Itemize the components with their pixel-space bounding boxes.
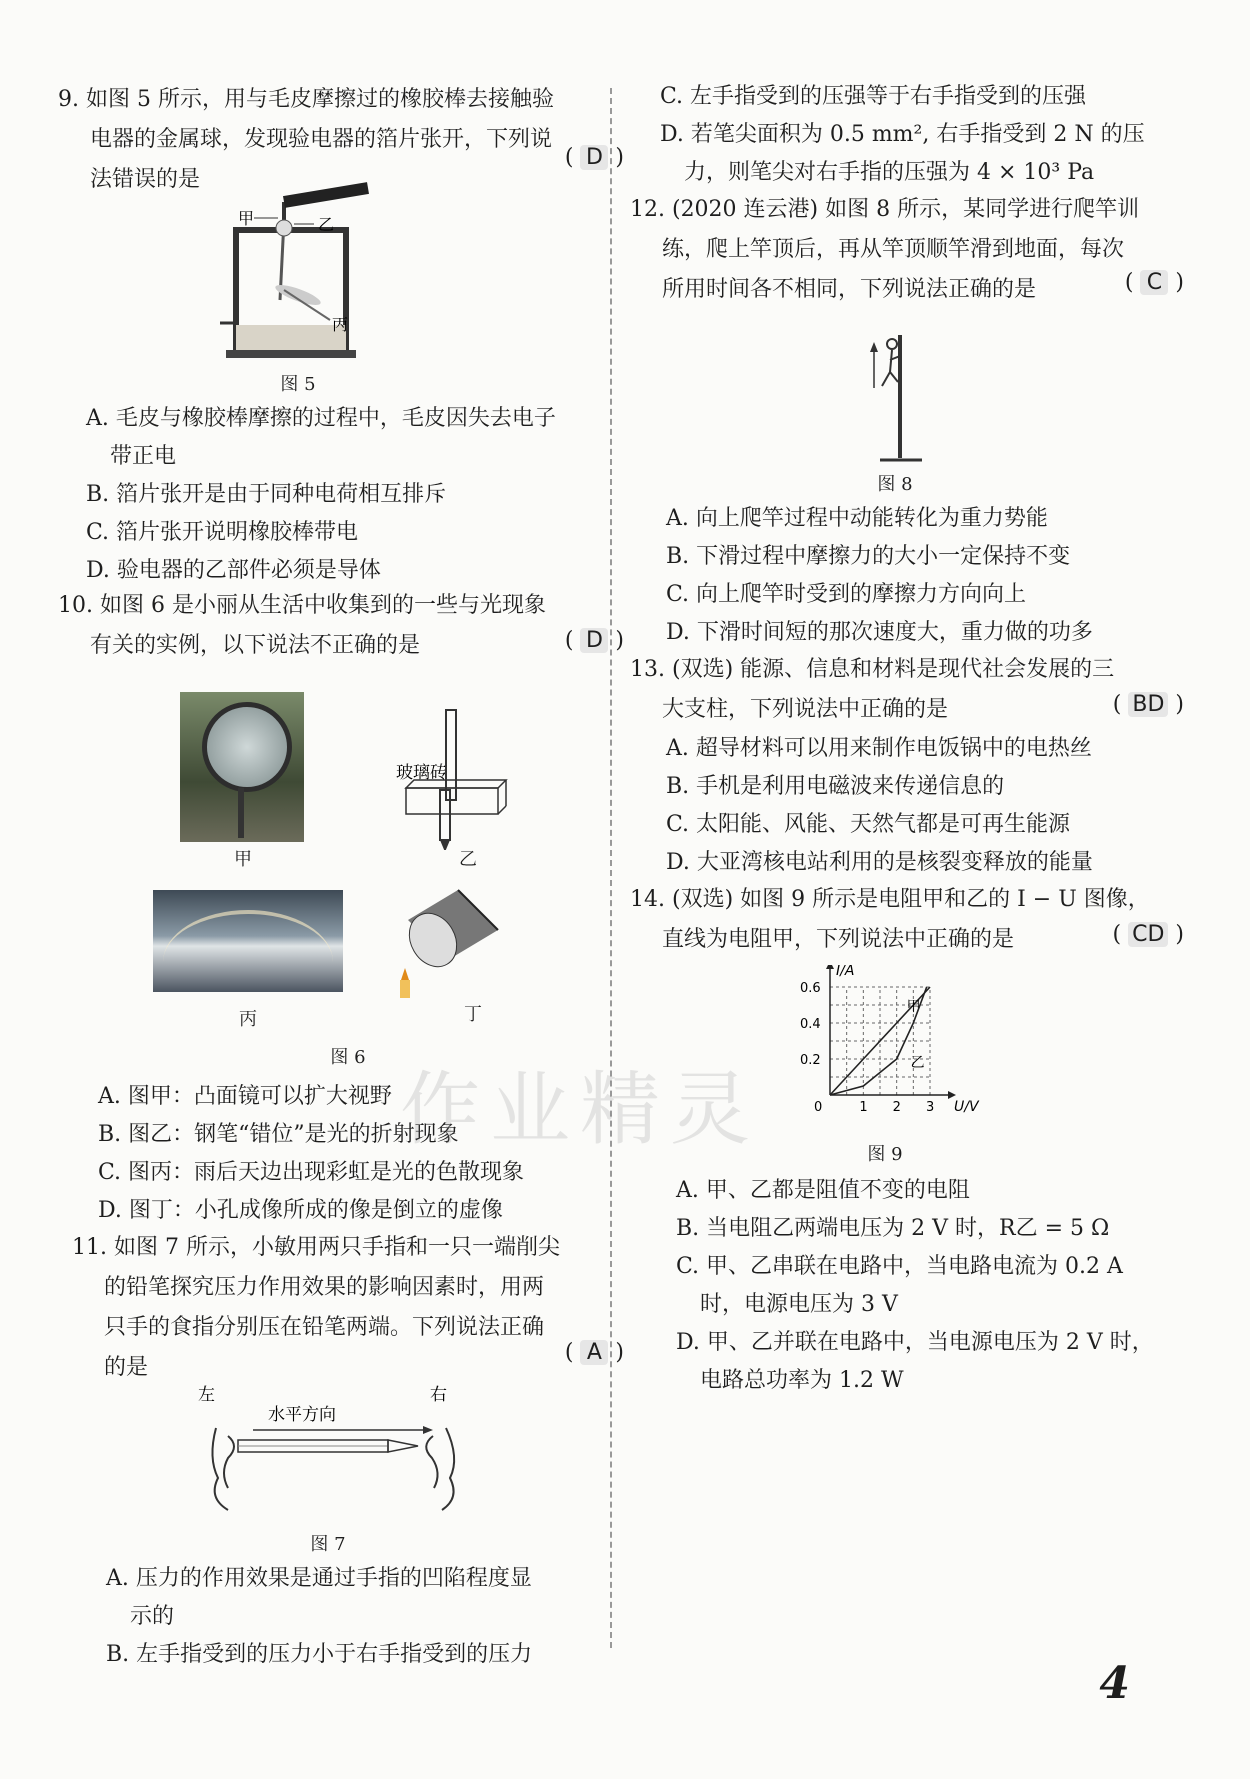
figure-5-electroscope: [218, 180, 478, 370]
x-tick-label: 0: [814, 1100, 823, 1115]
q12-option-a: A. 向上爬竿过程中动能转化为重力势能: [666, 506, 1048, 531]
q10-stem-line2: 有关的实例，以下说法不正确的是: [90, 633, 421, 658]
q11-option-b: B. 左手指受到的压力小于右手指受到的压力: [106, 1642, 533, 1667]
q14-answer: ( CD ): [1112, 922, 1184, 947]
q11-stem-line2: 的铅笔探究压力作用效果的影响因素时，用两: [104, 1275, 545, 1300]
q13-option-a: A. 超导材料可以用来制作电饭锅中的电热丝: [666, 736, 1092, 761]
x-tick-label: 2: [892, 1100, 901, 1115]
q11-answer-value: A: [580, 1340, 608, 1365]
q11-answer: ( A ): [564, 1340, 624, 1365]
q10-option-a: A. 图甲：凸面镜可以扩大视野: [98, 1084, 392, 1109]
question-10: [58, 586, 618, 666]
q14-option-d: D. 甲、乙并联在电路中，当电源电压为 2 V 时，: [676, 1330, 1154, 1355]
series-label-2: 乙: [910, 1055, 925, 1071]
y-tick-label: 0.4: [800, 1017, 821, 1032]
fig6-label-bing: 丙: [239, 1009, 257, 1030]
watermark: 作业精灵: [400, 1063, 760, 1156]
convex-mirror-icon: [202, 702, 292, 792]
q13-option-b: B. 手机是利用电磁波来传递信息的: [666, 774, 1005, 799]
q11-option-d: D. 若笔尖面积为 0.5 mm², 右手指受到 2 N 的压: [660, 122, 1145, 147]
q11-option-c: C. 左手指受到的压强等于右手指受到的压强: [660, 84, 1087, 109]
fig5-label-jia: 甲: [238, 209, 255, 228]
y-axis-arrow: [826, 965, 834, 969]
q13-answer-value: BD: [1128, 692, 1168, 717]
q10-option-b: B. 图乙：钢笔“错位”是光的折射现象: [98, 1122, 459, 1147]
q14-stem-line1: 14. (双选) 如图 9 所示是电阻甲和乙的 I − U 图像，: [630, 887, 1150, 912]
question-11: [72, 1228, 618, 1388]
figure-7-pencil-fingers: [198, 1378, 528, 1518]
q14-stem-line2: 直线为电阻甲，下列说法中正确的是: [662, 927, 1015, 952]
q12-stem-line3: 所用时间各不相同，下列说法正确的是: [662, 277, 1037, 302]
figure-8-caption: 图 8: [877, 474, 913, 495]
q14-option-b: B. 当电阻乙两端电压为 2 V 时，R乙 = 5 Ω: [676, 1216, 1110, 1241]
figure-6-yi-glass-pen: [378, 700, 558, 850]
q11-option-d-cont: 力，则笔尖对右手指的压强为 4 × 10³ Pa: [684, 160, 1095, 185]
column-divider: [610, 88, 612, 1648]
q10-answer: ( D ): [564, 628, 624, 653]
q14-option-a: A. 甲、乙都是阻值不变的电阻: [676, 1178, 970, 1203]
figure-7-caption: 图 7: [310, 1534, 346, 1555]
q14-option-c: C. 甲、乙串联在电路中，当电路电流为 0.2 A: [676, 1254, 1123, 1279]
q9-option-c: C. 箔片张开说明橡胶棒带电: [86, 520, 359, 545]
q11-stem-line1: 11. 如图 7 所示，小敏用两只手指和一只一端削尖: [72, 1235, 560, 1260]
q12-option-d: D. 下滑时间短的那次速度大，重力做的功多: [666, 620, 1093, 645]
q9-stem-line1: 9. 如图 5 所示，用与毛皮摩擦过的橡胶棒去接触验: [58, 87, 554, 112]
fig5-label-yi: 乙: [318, 215, 335, 234]
x-tick-label: 3: [926, 1100, 935, 1115]
q12-stem-line1: 12. (2020 连云港) 如图 8 所示，某同学进行爬竿训: [630, 197, 1140, 222]
q13-stem-line1: 13. (双选) 能源、信息和材料是现代社会发展的三: [630, 657, 1115, 682]
figure-5-caption: 图 5: [280, 374, 316, 395]
q11-stem-line4: 的是: [104, 1355, 149, 1380]
figure-9-caption: 图 9: [867, 1144, 903, 1165]
x-tick-label: 1: [859, 1100, 868, 1115]
question-14: [630, 880, 1190, 960]
figure-6-bing-rainbow-photo: [153, 890, 343, 992]
q13-option-c: C. 太阳能、风能、天然气都是可再生能源: [666, 812, 1071, 837]
question-13: [630, 650, 1190, 730]
y-tick-label: 0.6: [800, 981, 821, 996]
q9-stem-line3: 法错误的是: [90, 167, 201, 192]
fig7-label-direction: 水平方向: [268, 1405, 336, 1425]
q12-answer-value: C: [1140, 270, 1168, 295]
q11-option-a-cont: 示的: [130, 1604, 175, 1629]
q14-answer-value: CD: [1128, 922, 1168, 947]
figure-8-pole-climber: [860, 330, 940, 470]
y-axis-label: I/A: [836, 965, 855, 979]
x-axis-label: U/V: [954, 1099, 979, 1115]
q9-answer-value: D: [580, 145, 608, 170]
figure-9-iu-chart: [790, 965, 980, 1125]
q9-option-d: D. 验电器的乙部件必须是导体: [86, 558, 381, 583]
q9-option-b: B. 箔片张开是由于同种电荷相互排斥: [86, 482, 447, 507]
fig5-label-bing: 丙: [332, 315, 349, 334]
x-axis-arrow: [948, 1091, 956, 1099]
q12-answer: ( C ): [1124, 270, 1184, 295]
q13-stem-line2: 大支柱，下列说法中正确的是: [662, 697, 949, 722]
q10-option-c: C. 图丙：雨后天边出现彩虹是光的色散现象: [98, 1160, 525, 1185]
page-number: 4: [1099, 1658, 1130, 1709]
fig6-label-jia: 甲: [234, 849, 252, 870]
question-12: [630, 190, 1190, 310]
q12-option-c: C. 向上爬竿时受到的摩擦力方向向上: [666, 582, 1027, 607]
q10-option-d: D. 图丁：小孔成像所成的像是倒立的虚像: [98, 1198, 503, 1223]
q12-option-b: B. 下滑过程中摩擦力的大小一定保持不变: [666, 544, 1071, 569]
y-tick-label: 0.2: [800, 1053, 821, 1068]
fig7-label-left: 左: [198, 1385, 215, 1405]
fig7-label-right: 右: [430, 1385, 447, 1405]
q13-answer: ( BD ): [1112, 692, 1184, 717]
q10-answer-value: D: [580, 628, 608, 653]
q9-option-a: A. 毛皮与橡胶棒摩擦的过程中，毛皮因失去电子: [86, 406, 556, 431]
q11-stem-line3: 只手的食指分别压在铅笔两端。下列说法正确: [104, 1315, 545, 1340]
q11-option-a: A. 压力的作用效果是通过手指的凹陷程度显: [106, 1566, 532, 1591]
figure-6-jia-photo: [180, 692, 304, 842]
q14-option-d-cont: 电路总功率为 1.2 W: [700, 1368, 904, 1393]
figure-6-ding-pinhole-camera: [398, 880, 518, 1000]
q12-stem-line2: 练，爬上竿顶后，再从竿顶顺竿滑到地面，每次: [662, 237, 1125, 262]
q14-option-c-cont: 时，电源电压为 3 V: [700, 1292, 898, 1317]
q13-option-d: D. 大亚湾核电站利用的是核裂变释放的能量: [666, 850, 1093, 875]
q9-stem-line2: 电器的金属球，发现验电器的箔片张开，下列说: [90, 127, 553, 152]
fig6-label-ding: 丁: [464, 1004, 482, 1025]
series-label-1: 甲: [906, 999, 921, 1015]
figure-6-caption: 图 6: [330, 1047, 366, 1068]
rainbow-icon: [163, 910, 333, 1014]
q9-answer: ( D ): [564, 145, 624, 170]
q9-option-a-cont: 带正电: [110, 444, 177, 469]
fig6-glass-label: 玻璃砖: [396, 763, 447, 783]
q10-stem-line1: 10. 如图 6 是小丽从生活中收集到的一些与光现象: [58, 593, 546, 618]
fig6-label-yi: 乙: [459, 849, 477, 870]
